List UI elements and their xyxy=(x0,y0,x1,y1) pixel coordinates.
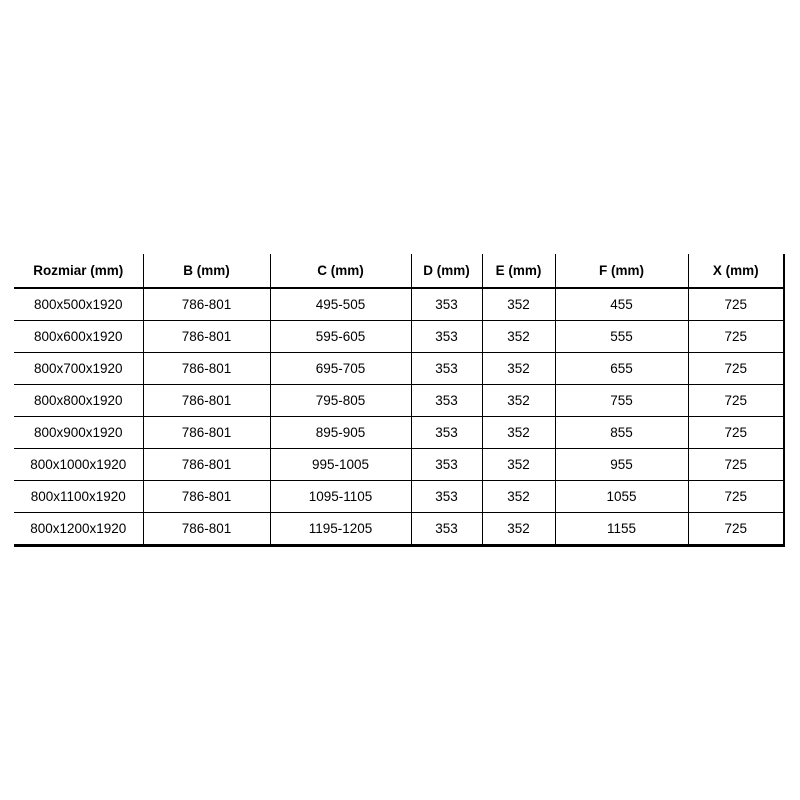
table-cell-c: 995-1005 xyxy=(270,449,411,481)
table-cell-x: 725 xyxy=(688,449,784,481)
size-table-body xyxy=(14,288,784,546)
column-header-rozmiar: Rozmiar (mm) xyxy=(14,254,143,288)
table-cell-b: 786-801 xyxy=(143,385,270,417)
column-header-d: D (mm) xyxy=(411,254,482,288)
column-header-x: X (mm) xyxy=(688,254,784,288)
table-cell-f: 955 xyxy=(555,449,688,481)
table-cell-x: 725 xyxy=(688,353,784,385)
table-cell-c: 695-705 xyxy=(270,353,411,385)
table-cell-c: 895-905 xyxy=(270,417,411,449)
table-cell-c: 795-805 xyxy=(270,385,411,417)
table-cell-e: 352 xyxy=(482,288,555,321)
table-cell-d: 353 xyxy=(411,353,482,385)
table-cell-e: 352 xyxy=(482,513,555,546)
table-cell-e: 352 xyxy=(482,385,555,417)
table-cell-c: 1195-1205 xyxy=(270,513,411,546)
table-cell-f: 1155 xyxy=(555,513,688,546)
table-cell-rozmiar: 800x800x1920 xyxy=(14,385,143,417)
table-row xyxy=(14,449,784,481)
table-row xyxy=(14,321,784,353)
table-cell-e: 352 xyxy=(482,417,555,449)
table-cell-d: 353 xyxy=(411,449,482,481)
table-cell-f: 555 xyxy=(555,321,688,353)
table-cell-e: 352 xyxy=(482,353,555,385)
table-row xyxy=(14,288,784,321)
table-cell-rozmiar: 800x900x1920 xyxy=(14,417,143,449)
table-cell-b: 786-801 xyxy=(143,481,270,513)
table-row xyxy=(14,353,784,385)
table-cell-rozmiar: 800x1100x1920 xyxy=(14,481,143,513)
table-cell-e: 352 xyxy=(482,449,555,481)
table-row xyxy=(14,385,784,417)
column-header-e: E (mm) xyxy=(482,254,555,288)
table-cell-x: 725 xyxy=(688,513,784,546)
column-header-f: F (mm) xyxy=(555,254,688,288)
table-cell-b: 786-801 xyxy=(143,353,270,385)
table-cell-f: 755 xyxy=(555,385,688,417)
table-cell-d: 353 xyxy=(411,481,482,513)
table-cell-e: 352 xyxy=(482,321,555,353)
table-cell-f: 855 xyxy=(555,417,688,449)
table-cell-f: 455 xyxy=(555,288,688,321)
table-cell-rozmiar: 800x600x1920 xyxy=(14,321,143,353)
column-header-c: C (mm) xyxy=(270,254,411,288)
table-cell-d: 353 xyxy=(411,385,482,417)
table-cell-e: 352 xyxy=(482,481,555,513)
table-cell-b: 786-801 xyxy=(143,417,270,449)
table-cell-x: 725 xyxy=(688,321,784,353)
table-cell-x: 725 xyxy=(688,417,784,449)
table-cell-f: 1055 xyxy=(555,481,688,513)
header-row xyxy=(14,254,784,288)
table-cell-x: 725 xyxy=(688,385,784,417)
table-cell-d: 353 xyxy=(411,417,482,449)
table-cell-c: 595-605 xyxy=(270,321,411,353)
table-cell-c: 1095-1105 xyxy=(270,481,411,513)
table-cell-b: 786-801 xyxy=(143,449,270,481)
table-row xyxy=(14,481,784,513)
table-cell-rozmiar: 800x500x1920 xyxy=(14,288,143,321)
table-cell-b: 786-801 xyxy=(143,288,270,321)
table-row xyxy=(14,417,784,449)
table-cell-rozmiar: 800x700x1920 xyxy=(14,353,143,385)
table-cell-d: 353 xyxy=(411,288,482,321)
table-cell-f: 655 xyxy=(555,353,688,385)
table-cell-x: 725 xyxy=(688,481,784,513)
table-cell-rozmiar: 800x1200x1920 xyxy=(14,513,143,546)
table-cell-x: 725 xyxy=(688,288,784,321)
size-table xyxy=(14,254,785,547)
table-cell-c: 495-505 xyxy=(270,288,411,321)
table-cell-b: 786-801 xyxy=(143,513,270,546)
table-cell-d: 353 xyxy=(411,513,482,546)
table-cell-rozmiar: 800x1000x1920 xyxy=(14,449,143,481)
table-cell-d: 353 xyxy=(411,321,482,353)
table-cell-b: 786-801 xyxy=(143,321,270,353)
table-row xyxy=(14,513,784,546)
column-header-b: B (mm) xyxy=(143,254,270,288)
